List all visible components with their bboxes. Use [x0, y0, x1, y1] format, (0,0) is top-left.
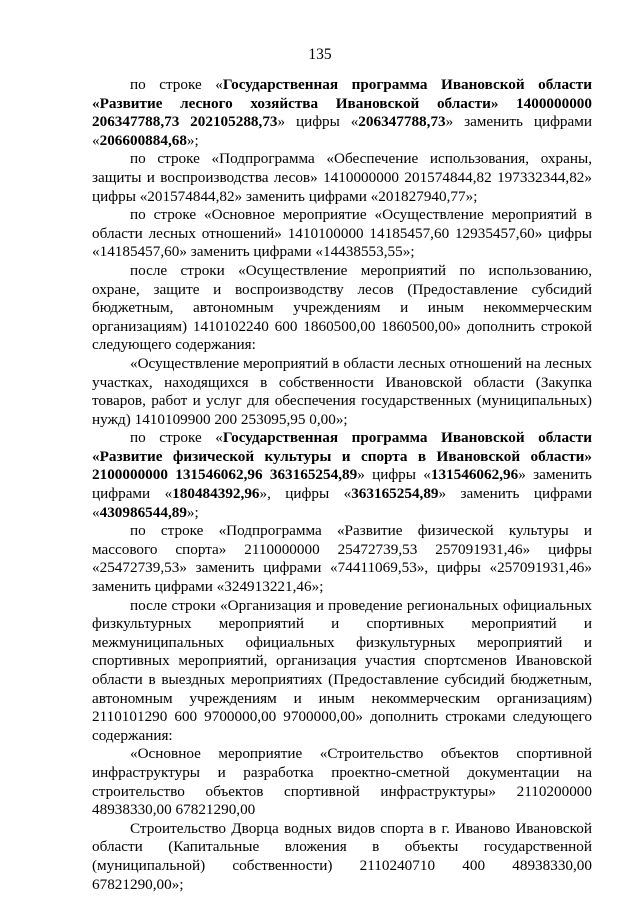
page-number: 135	[308, 46, 332, 63]
paragraph	[92, 522, 592, 596]
text-run: после строки «Осуществление мероприятий по использованию, охране, защите и воспроизводству лесов (Предоставление субсидий бюджетным, автономным учреждениям и иным некоммерческим организациям) 1410102240 600 1860500,00 1860500,00» дополнить строкой следующего содержания:	[92, 261, 592, 354]
text-run: по строке «Основное мероприятие «Осуществление мероприятий в области лесных отношений» 1410100000 14185457,60 12935457,60» цифры «14185457,60» заменить цифрами «14438553,55»;	[92, 206, 592, 261]
paragraph	[92, 597, 592, 746]
paragraph	[92, 206, 592, 262]
text-run: Строительство Дворца водных видов спорта в г. Иваново Ивановской области (Капитальные вложения в объекты государственной (муниципальной) собственности) 2110240710 400 48938330,00 67821290,00»;	[92, 819, 592, 893]
paragraph	[92, 820, 592, 894]
bold-text-run: 363165254,89	[351, 485, 439, 503]
document-body	[92, 76, 592, 894]
bold-text-run: 206600884,68	[99, 131, 187, 149]
paragraph	[92, 150, 592, 206]
text-run: » заменить цифрами «	[92, 113, 592, 149]
paragraph	[92, 76, 592, 150]
text-run: » заменить цифрами «	[92, 485, 592, 521]
paragraph	[92, 429, 592, 522]
text-run: по строке «	[130, 76, 223, 93]
text-run: » цифры «	[357, 466, 431, 484]
bold-text-run: 206347788,73	[358, 113, 446, 131]
text-run: » цифры «	[277, 113, 359, 131]
text-run: по строке «Подпрограмма «Развитие физической культуры и массового спорта» 2110000000 25472739,53 257091931,46» цифры «25472739,53» заменить цифрами «74411069,53», цифры «257091931,46» заменить цифрами «324913221,46»;	[92, 522, 592, 596]
bold-text-run: 180484392,96	[172, 485, 260, 503]
paragraph	[92, 745, 592, 819]
text-run: «Осуществление мероприятий в области лесных отношений на лесных участках, находящихся в собственности Ивановской области (Закупка товаров, работ и услуг для обеспечения государственных (муниципальных) нужд) 1410109900 200 253095,95 0,00»;	[92, 354, 592, 428]
paragraph	[92, 355, 592, 429]
text-run: » заменить цифрами «	[92, 466, 592, 503]
bold-text-run: 430986544,89	[99, 503, 187, 521]
text-run: «Основное мероприятие «Строительство объектов спортивной инфраструктуры и разработка проектно-сметной документации на строительство объектов спортивной инфраструктуры» 2110200000 48938330,00 67821290,00	[92, 745, 592, 819]
paragraph	[92, 262, 592, 355]
text-run: »;	[186, 503, 199, 521]
bold-text-run: 131546062,96	[430, 466, 519, 484]
bold-text-run: Государственная программа Ивановской области «Развитие физической культуры и спорта в Ивановской области» 2100000000 131546062,96 363165254,89	[92, 429, 592, 484]
text-run: »;	[186, 131, 199, 149]
text-run: по строке «Подпрограмма «Обеспечение использования, охраны, защиты и воспроизводства лесов» 1410000000 201574844,82 197332344,82» цифры «201574844,82» заменить цифрами «201827940,77»;	[92, 150, 592, 205]
bold-text-run: Государственная программа Ивановской области «Развитие лесного хозяйства Ивановской области» 1400000000 206347788,73 202105288,73	[92, 76, 592, 131]
text-run: по строке «	[130, 429, 223, 447]
text-run: », цифры «	[259, 485, 352, 503]
text-run: после строки «Организация и проведение региональных официальных физкультурных мероприятий и спортивных мероприятий и межмуниципальных официальных физкультурных мероприятий и спортивных мероприятий, организация участия спортсменов Ивановской области в выездных мероприятиях (Предоставление субсидий бюджетным, автономным учреждениям и иным некоммерческим организациям) 2110101290 600 9700000,00 9700000,00» дополнить строками следующего содержания:	[92, 596, 592, 744]
